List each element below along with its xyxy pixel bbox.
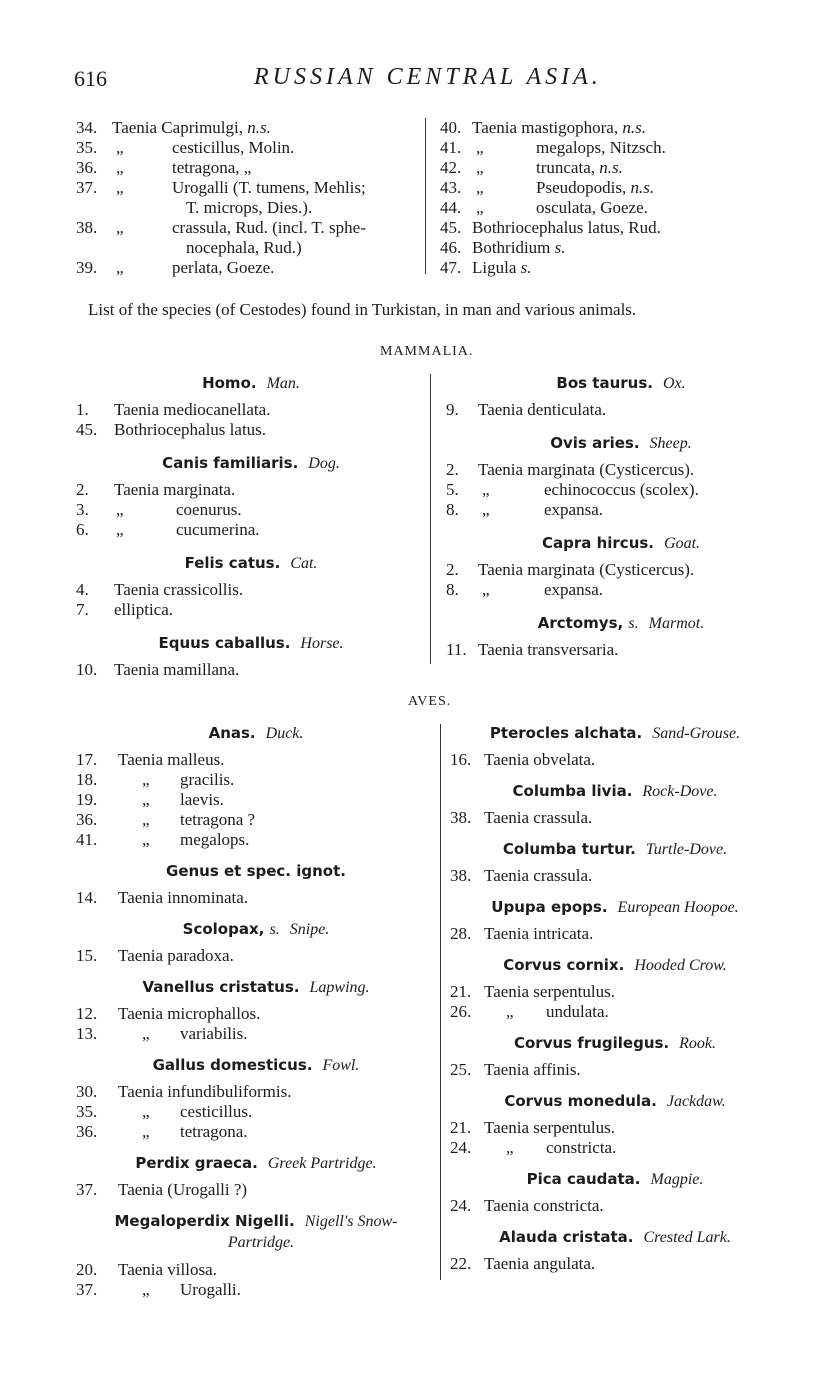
animal-heading: [450, 1170, 780, 1189]
entry-text: Taenia villosa.: [118, 1260, 217, 1279]
entry-text: Taenia denticulata.: [478, 400, 607, 419]
entry-number: 37.: [76, 1280, 98, 1299]
ditto-mark: „: [506, 1002, 514, 1021]
entry-italic: n.s.: [247, 118, 271, 137]
animal-heading: [450, 782, 780, 801]
entry-number: 46.: [440, 238, 462, 257]
entry-number: 38.: [450, 808, 472, 827]
entry-text: Taenia mamillana.: [114, 660, 240, 679]
ditto-mark: „: [482, 480, 490, 499]
entry-number: 17.: [76, 750, 98, 769]
species-name: Perdix graeca.: [135, 1154, 258, 1172]
entry-italic: s.: [554, 238, 566, 257]
entry-text: Taenia mastigophora, n.s.: [472, 118, 646, 137]
entry-number: 13.: [76, 1024, 98, 1043]
entry-text: Taenia marginata (Cysticercus).: [478, 460, 695, 479]
entry-number: 38.: [450, 866, 472, 885]
entry-number: 18.: [76, 770, 98, 789]
entry-text: Taenia transversaria.: [478, 640, 619, 659]
entry-text: constricta.: [546, 1138, 617, 1157]
entry-text: Taenia malleus.: [118, 750, 225, 769]
species-name: Bos taurus.: [556, 374, 653, 392]
entry-text: Bothriocephalus latus.: [114, 420, 267, 439]
ditto-mark: „: [476, 138, 484, 157]
entry-number: 15.: [76, 946, 98, 965]
ditto-mark: „: [482, 500, 490, 519]
entry-number: 44.: [440, 198, 462, 217]
entry-number: 41.: [76, 830, 98, 849]
entry-number: 28.: [450, 924, 472, 943]
running-title: RUSSIAN CENTRAL ASIA.: [254, 64, 602, 90]
entry-text: undulata.: [546, 1002, 609, 1021]
entry-text: Taenia crassula.: [484, 866, 593, 885]
species-name: Pterocles alchata.: [489, 724, 643, 742]
entry-text: Ligula s.: [472, 258, 532, 277]
common-name: Hooded Crow.: [634, 957, 727, 974]
entry-number: 38.: [76, 218, 98, 237]
species-name: Scolopax,: [182, 920, 270, 938]
ditto-mark: „: [142, 790, 150, 809]
common-name: Marmot.: [648, 615, 705, 632]
entry-number: 1.: [76, 400, 89, 419]
entry-text: Taenia constricta.: [484, 1196, 604, 1215]
entry-number: 39.: [76, 258, 98, 277]
entry-number: 2.: [446, 560, 459, 579]
ditto-mark: „: [476, 178, 484, 197]
entry-number: 21.: [450, 982, 472, 1001]
species-name: Corvus monedula.: [504, 1092, 657, 1110]
ditto-mark: „: [142, 1122, 150, 1141]
entry-text: Bothriocephalus latus, Rud.: [472, 218, 661, 237]
entry-text: tetragona ?: [180, 810, 256, 829]
entry-text: crassula, Rud. (incl. T. sphe-: [172, 218, 366, 237]
entry-text: Taenia crassula.: [484, 808, 593, 827]
entry-text: Taenia mediocanellata.: [114, 400, 271, 419]
common-name: Sand-Grouse.: [652, 725, 741, 742]
entry-number: 4.: [76, 580, 89, 599]
entry-text: perlata, Goeze.: [172, 258, 275, 277]
entry-text: Taenia Caprimulgi, n.s.: [112, 118, 271, 137]
entry-text: echinococcus (scolex).: [544, 480, 699, 499]
ditto-mark: „: [116, 500, 124, 519]
entry-number: 37.: [76, 1180, 98, 1199]
entry-text: Pseudopodis, n.s.: [536, 178, 655, 197]
entry-number: 7.: [76, 600, 89, 619]
common-name: Duck.: [265, 725, 304, 742]
species-name: Columba turtur.: [502, 840, 636, 858]
animal-heading: [76, 724, 436, 743]
ditto-mark: „: [142, 830, 150, 849]
common-name: Greek Partridge.: [267, 1155, 377, 1172]
entry-text: Taenia marginata (Cysticercus).: [478, 560, 695, 579]
species-name: Homo.: [202, 374, 257, 392]
entry-number: 8.: [446, 580, 459, 599]
common-name: Snipe.: [289, 921, 330, 938]
ditto-mark: „: [476, 198, 484, 217]
animal-heading: [446, 374, 796, 393]
animal-heading: [76, 1154, 436, 1173]
entry-number: 36.: [76, 810, 98, 829]
entry-text: laevis.: [180, 790, 224, 809]
entry-number: 30.: [76, 1082, 98, 1101]
entry-number: 8.: [446, 500, 459, 519]
common-name: Fowl.: [322, 1057, 360, 1074]
animal-heading: [76, 374, 426, 393]
common-name: Lapwing.: [309, 979, 370, 996]
animal-heading: [450, 840, 780, 859]
entry-text: expansa.: [544, 580, 604, 599]
species-name: Arctomys,: [537, 614, 629, 632]
entry-text: Taenia infundibuliformis.: [118, 1082, 292, 1101]
common-name: Goat.: [664, 535, 701, 552]
top-right-column: [440, 118, 780, 278]
ditto-mark: „: [116, 520, 124, 539]
ditto-mark: „: [142, 1280, 150, 1299]
aves-left-column: [76, 724, 436, 1299]
entry-text: Taenia intricata.: [484, 924, 594, 943]
species-name: Pica caudata.: [526, 1170, 641, 1188]
ditto-mark: „: [116, 138, 124, 157]
common-name: Nigell's Snow-: [304, 1213, 398, 1230]
animal-heading: [446, 614, 796, 633]
entry-number: 2.: [76, 480, 89, 499]
entry-number: 2.: [446, 460, 459, 479]
entry-number: 5.: [446, 480, 459, 499]
entry-number: 37.: [76, 178, 98, 197]
entry-number: 9.: [446, 400, 459, 419]
column-divider: [430, 374, 431, 664]
entry-text: variabilis.: [180, 1024, 248, 1043]
aves-heading: AVES.: [408, 694, 452, 709]
common-name: Crested Lark.: [643, 1229, 731, 1246]
entry-number: 24.: [450, 1196, 472, 1215]
entry-text: Taenia paradoxa.: [118, 946, 234, 965]
ditto-mark: „: [506, 1138, 514, 1157]
entry-text: cesticillus.: [180, 1102, 253, 1121]
ditto-mark: „: [116, 158, 124, 177]
entry-text: Taenia innominata.: [118, 888, 249, 907]
species-name: Capra hircus.: [541, 534, 655, 552]
entry-number: 35.: [76, 1102, 98, 1121]
column-divider: [440, 724, 441, 1280]
animal-heading: [450, 1034, 780, 1053]
ditto-mark: „: [116, 258, 124, 277]
page-number: 616: [74, 66, 107, 91]
entry-number: 3.: [76, 500, 89, 519]
entry-number: 42.: [440, 158, 462, 177]
entry-number: 24.: [450, 1138, 472, 1157]
entry-text: Taenia crassicollis.: [114, 580, 244, 599]
species-name: Columba livia.: [512, 782, 633, 800]
entry-number: 45.: [440, 218, 462, 237]
entry-number: 12.: [76, 1004, 98, 1023]
entry-number: 47.: [440, 258, 462, 277]
entry-number: 19.: [76, 790, 98, 809]
entry-text: Taenia affinis.: [484, 1060, 581, 1079]
species-name: Corvus cornix.: [503, 956, 625, 974]
animal-heading: [76, 1056, 436, 1075]
ditto-mark: „: [142, 770, 150, 789]
entry-number: 40.: [440, 118, 462, 137]
top-left-column: [76, 118, 416, 278]
species-name: Upupa epops.: [491, 898, 608, 916]
entry-text: Taenia angulata.: [484, 1254, 596, 1273]
list-heading: List of the species (of Cestodes) found in Turkistan, in man and various animals.: [88, 300, 637, 319]
species-italic: s.: [628, 615, 639, 632]
entry-text: Taenia microphallos.: [118, 1004, 261, 1023]
common-name: Jackdaw.: [666, 1093, 726, 1110]
animal-heading: [446, 434, 796, 453]
common-name: European Hoopoe.: [617, 899, 739, 916]
entry-number: 20.: [76, 1260, 98, 1279]
ditto-mark: „: [476, 158, 484, 177]
animal-heading: [76, 554, 426, 573]
animal-heading: [76, 1212, 436, 1231]
entry-text: Bothridium s.: [472, 238, 566, 257]
entry-number: 45.: [76, 420, 98, 439]
entry-number: 25.: [450, 1060, 472, 1079]
entry-number: 21.: [450, 1118, 472, 1137]
common-name: Sheep.: [649, 435, 692, 452]
species-name: Canis familiaris.: [162, 454, 299, 472]
entry-number: 34.: [76, 118, 98, 137]
common-name: Rook.: [679, 1035, 717, 1052]
animal-heading: [450, 724, 780, 743]
animal-heading: [76, 978, 436, 997]
entry-number: 26.: [450, 1002, 472, 1021]
mammalia-heading: MAMMALIA.: [380, 344, 474, 359]
ditto-mark: „: [482, 580, 490, 599]
entry-text: Taenia serpentulus.: [484, 1118, 615, 1137]
entry-text: truncata, n.s.: [536, 158, 623, 177]
column-divider: [425, 118, 426, 274]
entry-text: expansa.: [544, 500, 604, 519]
animal-heading: [450, 1092, 780, 1111]
entry-number: 41.: [440, 138, 462, 157]
species-name: Corvus frugilegus.: [513, 1034, 670, 1052]
entry-text: elliptica.: [114, 600, 174, 619]
entry-italic: n.s.: [622, 118, 646, 137]
entry-number: 6.: [76, 520, 89, 539]
entry-number: 35.: [76, 138, 98, 157]
animal-heading: [76, 454, 426, 473]
entry-italic: s.: [520, 258, 532, 277]
species-name: Felis catus.: [184, 554, 281, 572]
entry-number: 14.: [76, 888, 98, 907]
entry-text: Urogalli.: [180, 1280, 241, 1299]
entry-text: cesticillus, Molin.: [172, 138, 295, 157]
species-italic: s.: [269, 921, 280, 938]
species-name: Gallus domesticus.: [152, 1056, 313, 1074]
common-name: Turtle-Dove.: [645, 841, 728, 858]
entry-text: cucumerina.: [176, 520, 260, 539]
entry-italic: n.s.: [630, 178, 655, 197]
entry-text: megalops, Nitzsch.: [536, 138, 666, 157]
common-name: Cat.: [290, 555, 318, 572]
common-name: Ox.: [662, 375, 686, 392]
common-name: Rock-Dove.: [642, 783, 718, 800]
entry-number: 11.: [446, 640, 467, 659]
entry-text: osculata, Goeze.: [536, 198, 648, 217]
mammalia-left-column: [76, 374, 426, 679]
ditto-mark: „: [142, 1102, 150, 1121]
common-name: Partridge.: [227, 1234, 295, 1251]
species-name: Equus caballus.: [158, 634, 291, 652]
animal-heading: [450, 956, 780, 975]
animal-heading: [76, 634, 426, 653]
entry-text: nocephala, Rud.): [186, 238, 302, 257]
common-name-continued: [76, 1234, 436, 1252]
entry-text: tetragona, „: [172, 158, 252, 177]
species-name: Alauda cristata.: [499, 1228, 634, 1246]
ditto-mark: „: [116, 218, 124, 237]
common-name: Horse.: [300, 635, 344, 652]
aves-right-column: [450, 724, 780, 1284]
species-name: Anas.: [208, 724, 256, 742]
entry-number: 10.: [76, 660, 98, 679]
entry-text: gracilis.: [180, 770, 235, 789]
ditto-mark: „: [142, 1024, 150, 1043]
entry-text: Taenia serpentulus.: [484, 982, 615, 1001]
entry-text: Urogalli (T. tumens, Mehlis;: [172, 178, 366, 197]
entry-number: 16.: [450, 750, 472, 769]
entry-number: 22.: [450, 1254, 472, 1273]
ditto-mark: „: [142, 810, 150, 829]
animal-heading: [450, 898, 780, 917]
entry-text: coenurus.: [176, 500, 242, 519]
entry-text: Taenia obvelata.: [484, 750, 596, 769]
entry-text: tetragona.: [180, 1122, 248, 1141]
mammalia-right-column: [446, 374, 796, 664]
common-name: Dog.: [308, 455, 340, 472]
animal-heading: [76, 862, 436, 881]
ditto-mark: „: [116, 178, 124, 197]
animal-heading: [450, 1228, 780, 1247]
common-name: Magpie.: [650, 1171, 704, 1188]
entry-text: T. microps, Dies.).: [186, 198, 313, 217]
entry-italic: n.s.: [599, 158, 623, 177]
species-name: Genus et spec. ignot.: [166, 862, 346, 880]
entry-number: 43.: [440, 178, 462, 197]
entry-number: 36.: [76, 158, 98, 177]
common-name: Man.: [266, 375, 300, 392]
species-name: Megaloperdix Nigelli.: [114, 1212, 295, 1230]
entry-text: megalops.: [180, 830, 250, 849]
entry-number: 36.: [76, 1122, 98, 1141]
animal-heading: [76, 920, 436, 939]
species-name: Vanellus cristatus.: [142, 978, 300, 996]
entry-text: Taenia (Urogalli ?): [118, 1180, 248, 1199]
animal-heading: [446, 534, 796, 553]
species-name: Ovis aries.: [550, 434, 640, 452]
entry-text: Taenia marginata.: [114, 480, 236, 499]
